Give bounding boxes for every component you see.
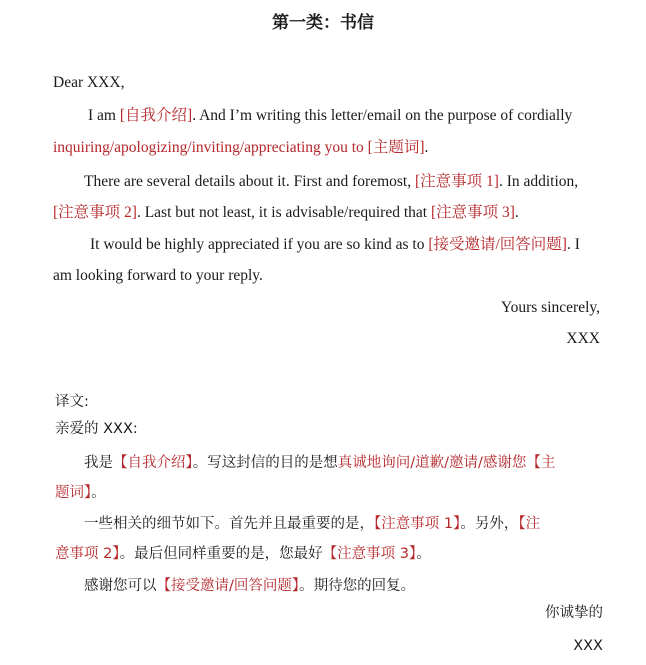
en-p1-line1 bbox=[88, 106, 572, 126]
en-p2-line1 bbox=[84, 172, 578, 192]
zh-p2-line1 bbox=[84, 514, 540, 534]
en-text: . Last but not least, it is advisable/required that bbox=[136, 204, 431, 221]
zh-p1-line1 bbox=[84, 453, 555, 473]
zh-p1-line2 bbox=[55, 483, 106, 503]
zh-salutation: 亲爱的 XXX: bbox=[55, 421, 138, 437]
zh-placeholder: 【接受邀请/回答问题】 bbox=[156, 578, 300, 594]
zh-text: 感谢您可以 bbox=[84, 578, 157, 594]
zh-text: 。 bbox=[416, 546, 431, 562]
zh-label: 译文: bbox=[55, 394, 89, 410]
zh-text: 我是 bbox=[84, 455, 113, 471]
en-placeholder: [自我介绍] bbox=[119, 107, 193, 124]
zh-text: 。最后但同样重要的是，您最好 bbox=[119, 546, 323, 562]
zh-placeholder: 题词】 bbox=[55, 485, 92, 501]
en-p3-line2: am looking forward to your reply. bbox=[53, 267, 263, 284]
document-title: 第一类：书信 bbox=[272, 13, 374, 33]
zh-text: 。期待您的回复。 bbox=[299, 578, 416, 594]
en-p1-line2 bbox=[53, 138, 428, 158]
en-p3-line1 bbox=[90, 235, 580, 255]
zh-text: 。 bbox=[91, 485, 106, 501]
en-text: . bbox=[424, 139, 429, 156]
zh-p2-line2 bbox=[55, 544, 431, 564]
en-placeholder: [注意事项 1] bbox=[415, 173, 499, 190]
en-text: There are several details about it. First and foremost, bbox=[84, 173, 415, 190]
en-text: It would be highly appreciated if you are so kind as to bbox=[90, 236, 429, 253]
zh-placeholder: 真诚地询问/道歉/邀请/感谢您【主 bbox=[337, 455, 556, 471]
zh-placeholder: 【注意事项 1】 bbox=[374, 516, 461, 532]
en-salutation: Dear XXX, bbox=[53, 74, 125, 91]
zh-placeholder: 【自我介绍】 bbox=[113, 455, 193, 471]
en-placeholder: [接受邀请/回答问题] bbox=[428, 236, 567, 253]
en-placeholder: [注意事项 3] bbox=[430, 204, 515, 221]
en-placeholder: [注意事项 2] bbox=[53, 204, 137, 221]
zh-placeholder: 意事项 2】 bbox=[55, 546, 120, 562]
en-text: . I bbox=[566, 236, 580, 253]
zh-text: 一些相关的细节如下。首先并且最重要的是， bbox=[84, 516, 374, 532]
en-text: . bbox=[514, 204, 519, 221]
zh-signature: XXX bbox=[573, 638, 603, 654]
zh-closing: 你诚挚的 bbox=[545, 605, 603, 621]
zh-text: 。另外， bbox=[460, 516, 519, 532]
en-closing: Yours sincerely, bbox=[500, 299, 600, 316]
en-p2-line2 bbox=[53, 203, 519, 223]
zh-p3-line1 bbox=[84, 576, 415, 596]
en-text: . And I’m writing this letter/email on the purpose of cordially bbox=[192, 107, 573, 124]
zh-text: 。写这封信的目的是想 bbox=[192, 455, 338, 471]
zh-placeholder: 【注意事项 3】 bbox=[322, 546, 417, 562]
en-placeholder: inquiring/apologizing/inviting/appreciating you to [主题词] bbox=[53, 139, 425, 156]
en-text: I am bbox=[88, 107, 120, 124]
en-signature: XXX bbox=[566, 330, 600, 347]
en-text: . In addition, bbox=[498, 173, 579, 190]
zh-placeholder: 【注 bbox=[518, 516, 541, 532]
